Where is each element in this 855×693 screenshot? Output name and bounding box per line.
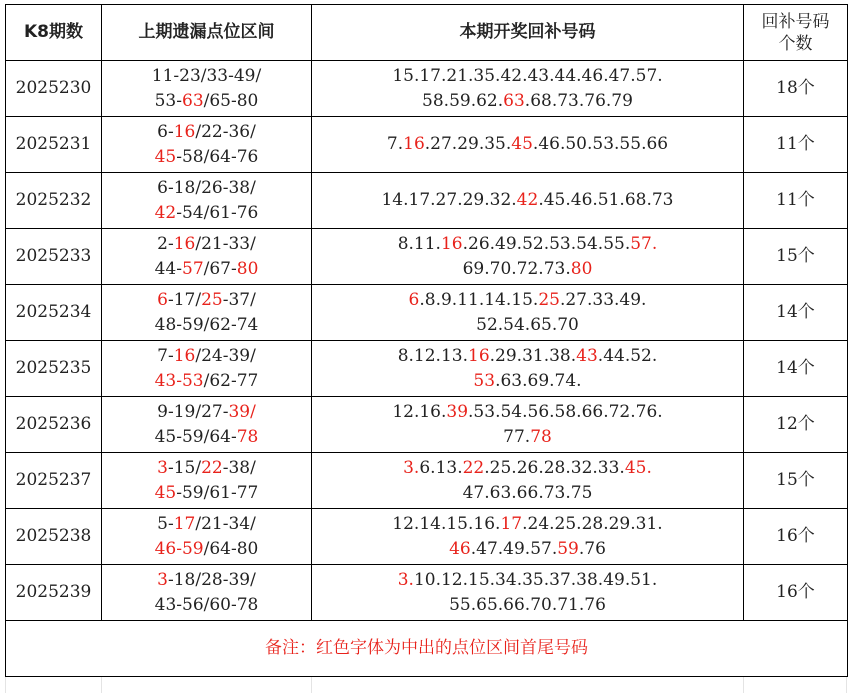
count-cell[interactable]: 18个 <box>744 61 848 117</box>
number-text: .45.46.51.68.73 <box>538 190 674 210</box>
interval-cell[interactable] <box>102 341 312 397</box>
number-text: 8.11. <box>397 233 441 254</box>
interval-line <box>102 593 311 618</box>
number-text: 52.54.65.70 <box>476 314 579 335</box>
number-text: .27.29.35. <box>424 134 512 154</box>
period-cell[interactable]: 2025230 <box>6 61 102 117</box>
interval-line <box>102 232 311 257</box>
number-text: 43-56/60-78 <box>154 594 259 615</box>
grid-line <box>101 677 102 693</box>
highlighted-number: 42 <box>154 202 177 223</box>
highlighted-number: 43 <box>576 345 598 366</box>
lottery-table <box>5 4 848 677</box>
highlighted-number: 43-53 <box>154 370 204 391</box>
highlighted-number: 22 <box>201 457 223 478</box>
table-row <box>6 173 848 229</box>
highlighted-number: 17 <box>500 513 523 534</box>
highlighted-number: 6 <box>157 289 168 310</box>
period-cell[interactable]: 2025233 <box>6 229 102 285</box>
numbers-cell[interactable] <box>312 61 744 117</box>
header-count-line2: 个数 <box>778 33 813 54</box>
number-text: 77. <box>503 426 531 447</box>
highlighted-number: 16 <box>173 121 196 142</box>
table-row <box>6 565 848 621</box>
number-text: .27.33.49. <box>559 289 647 310</box>
header-numbers[interactable]: 本期开奖回补号码 <box>312 5 744 61</box>
numbers-cell[interactable] <box>312 341 744 397</box>
count-cell[interactable]: 16个 <box>744 509 848 565</box>
interval-line <box>102 537 311 562</box>
numbers-line <box>312 512 743 537</box>
count-cell[interactable]: 15个 <box>744 229 848 285</box>
highlighted-number: 45. <box>624 457 652 478</box>
number-text: 45-59/64- <box>154 426 237 447</box>
numbers-line <box>312 232 743 257</box>
highlighted-number: 39/ <box>228 401 256 422</box>
numbers-line <box>312 537 743 562</box>
number-text: 48-59/62-74 <box>154 314 259 335</box>
highlighted-number: 39 <box>446 401 469 422</box>
table-row <box>6 397 848 453</box>
numbers-line <box>312 89 743 114</box>
table-row <box>6 117 848 173</box>
highlighted-number: 45 <box>154 146 177 167</box>
period-cell[interactable]: 2025236 <box>6 397 102 453</box>
numbers-cell[interactable] <box>312 229 744 285</box>
number-text: 6-18/26-38/ <box>157 177 256 198</box>
numbers-line <box>312 369 743 394</box>
interval-line <box>102 400 311 425</box>
period-cell[interactable]: 2025232 <box>6 173 102 229</box>
header-count-line1: 回补号码 <box>761 11 830 32</box>
number-text: /65-80 <box>203 90 259 111</box>
numbers-line <box>312 344 743 369</box>
interval-line <box>102 288 311 313</box>
interval-line <box>102 344 311 369</box>
table-row <box>6 341 848 397</box>
number-text: 15.17.21.35.42.43.44.46.47.57. <box>392 65 663 86</box>
period-cell[interactable]: 2025238 <box>6 509 102 565</box>
header-row <box>6 5 848 61</box>
number-text: /21-33/ <box>195 233 256 254</box>
number-text: 12.16. <box>392 401 447 422</box>
table-row <box>6 285 848 341</box>
highlighted-number: 25 <box>538 289 560 310</box>
numbers-line <box>312 257 743 282</box>
number-text: -17/ <box>167 289 202 310</box>
number-text: .8.9.11.14.15. <box>419 289 539 310</box>
highlighted-number: 3 <box>157 569 168 590</box>
number-text: /64-80 <box>203 538 259 559</box>
numbers-line <box>312 132 743 157</box>
highlighted-number: 17 <box>173 513 196 534</box>
number-text: -18/28-39/ <box>167 569 256 590</box>
numbers-cell[interactable] <box>312 565 744 621</box>
number-text: 6.13. <box>419 457 463 478</box>
number-text: -38/ <box>222 457 256 478</box>
number-text: 7. <box>386 134 404 154</box>
number-text: .47.49.57. <box>470 538 558 559</box>
highlighted-number: 16 <box>468 345 490 366</box>
numbers-line <box>312 425 743 450</box>
highlighted-number: 42 <box>516 190 539 210</box>
count-cell[interactable]: 14个 <box>744 341 848 397</box>
numbers-line <box>312 64 743 89</box>
number-text: .44.52. <box>597 345 658 366</box>
table-row <box>6 453 848 509</box>
numbers-cell[interactable] <box>312 397 744 453</box>
highlighted-number: 53 <box>473 370 496 391</box>
numbers-line <box>312 313 743 338</box>
highlighted-number: 45 <box>154 482 177 503</box>
count-cell[interactable]: 16个 <box>744 565 848 621</box>
period-cell[interactable]: 2025231 <box>6 117 102 173</box>
numbers-cell[interactable] <box>312 509 744 565</box>
highlighted-number: 80 <box>236 258 259 279</box>
number-text: 5- <box>157 513 174 534</box>
highlighted-number: 59 <box>557 538 579 559</box>
numbers-cell[interactable] <box>312 285 744 341</box>
table-body <box>6 61 848 621</box>
number-text: .25.26.28.32.33. <box>484 457 625 478</box>
grid-line <box>5 677 6 693</box>
number-text: -37/ <box>222 289 256 310</box>
interval-cell[interactable] <box>102 117 312 173</box>
highlighted-number: 16 <box>440 233 463 254</box>
highlighted-number: 45 <box>511 134 533 154</box>
number-text: 12.14.15.16. <box>392 513 501 534</box>
number-text: 14.17.27.29.32. <box>381 190 517 210</box>
number-text: /22-36/ <box>195 121 256 142</box>
number-text: 2- <box>157 233 174 254</box>
interval-cell[interactable] <box>102 229 312 285</box>
number-text: 7- <box>157 345 174 366</box>
numbers-line <box>312 188 743 213</box>
interval-line <box>102 176 311 201</box>
number-text: .63.69.74. <box>495 370 582 391</box>
interval-cell[interactable] <box>102 565 312 621</box>
number-text: /67- <box>203 258 237 279</box>
highlighted-number: 16 <box>403 134 425 154</box>
numbers-cell[interactable] <box>312 173 744 229</box>
table-row <box>6 509 848 565</box>
numbers-cell[interactable] <box>312 453 744 509</box>
highlighted-number: 63 <box>503 90 525 111</box>
interval-cell[interactable] <box>102 453 312 509</box>
number-text: 9-19/27- <box>157 401 229 422</box>
interval-cell[interactable] <box>102 509 312 565</box>
header-period[interactable]: K8期数 <box>6 5 102 61</box>
header-count[interactable] <box>744 5 848 61</box>
highlighted-number: 25 <box>201 289 223 310</box>
highlighted-number: 22 <box>462 457 485 478</box>
numbers-line <box>312 456 743 481</box>
interval-line <box>102 568 311 593</box>
table-row <box>6 61 848 117</box>
highlighted-number: 46-59 <box>154 538 204 559</box>
interval-line <box>102 64 311 89</box>
interval-cell[interactable] <box>102 397 312 453</box>
highlighted-number: 3. <box>397 569 414 590</box>
header-interval[interactable]: 上期遗漏点位区间 <box>102 5 312 61</box>
number-text: 11-23/33-49/ <box>151 65 262 86</box>
interval-line <box>102 369 311 394</box>
number-text: 6- <box>157 121 174 142</box>
highlighted-number: 80 <box>570 258 593 279</box>
interval-line <box>102 120 311 145</box>
interval-line <box>102 89 311 114</box>
number-text: 44- <box>154 258 182 279</box>
grid-line <box>311 677 312 693</box>
numbers-line <box>312 568 743 593</box>
number-text: .68.73.76.79 <box>524 90 633 111</box>
interval-line <box>102 481 311 506</box>
interval-line <box>102 201 311 226</box>
numbers-line <box>312 593 743 618</box>
count-cell[interactable]: 14个 <box>744 285 848 341</box>
highlighted-number: 3 <box>157 457 168 478</box>
highlighted-number: 63 <box>182 90 204 111</box>
grid-line <box>846 677 847 693</box>
count-cell[interactable]: 11个 <box>744 173 848 229</box>
interval-line <box>102 512 311 537</box>
interval-cell[interactable] <box>102 285 312 341</box>
period-cell[interactable]: 2025234 <box>6 285 102 341</box>
numbers-cell[interactable] <box>312 117 744 173</box>
highlighted-number: 78 <box>530 426 552 447</box>
highlighted-number: 16 <box>173 345 196 366</box>
number-text: .46.50.53.55.66 <box>532 134 669 154</box>
number-text: 55.65.66.70.71.76 <box>449 594 606 615</box>
period-cell[interactable]: 2025235 <box>6 341 102 397</box>
interval-line <box>102 313 311 338</box>
note-row <box>6 621 848 677</box>
number-text: .26.49.52.53.54.55. <box>462 233 631 254</box>
count-cell[interactable]: 12个 <box>744 397 848 453</box>
note-cell[interactable]: 备注：红色字体为中出的点位区间首尾号码 <box>6 621 848 677</box>
highlighted-number: 16 <box>173 233 196 254</box>
count-cell[interactable]: 15个 <box>744 453 848 509</box>
period-cell[interactable]: 2025237 <box>6 453 102 509</box>
number-text: -54/61-76 <box>176 202 259 223</box>
number-text: 10.12.15.34.35.37.38.49.51. <box>413 569 658 590</box>
interval-line <box>102 456 311 481</box>
number-text: /21-34/ <box>195 513 256 534</box>
number-text: 69.70.72.73. <box>462 258 571 279</box>
numbers-line <box>312 481 743 506</box>
number-text: .29.31.38. <box>489 345 577 366</box>
interval-cell[interactable] <box>102 61 312 117</box>
highlighted-number: 6 <box>408 289 420 310</box>
interval-line <box>102 145 311 170</box>
number-text: 8.12.13. <box>397 345 468 366</box>
table-row <box>6 229 848 285</box>
highlighted-number: 46 <box>449 538 471 559</box>
count-cell[interactable]: 11个 <box>744 117 848 173</box>
number-text: -58/64-76 <box>176 146 259 167</box>
interval-line <box>102 425 311 450</box>
number-text: /24-39/ <box>195 345 256 366</box>
interval-line <box>102 257 311 282</box>
highlighted-number: 57. <box>630 233 658 254</box>
number-text: -15/ <box>167 457 202 478</box>
number-text: .24.25.28.29.31. <box>522 513 663 534</box>
numbers-line <box>312 400 743 425</box>
number-text: 58.59.62. <box>422 90 504 111</box>
number-text: /62-77 <box>203 370 259 391</box>
number-text: .53.54.56.58.66.72.76. <box>468 401 663 422</box>
period-cell[interactable]: 2025239 <box>6 565 102 621</box>
number-text: -59/61-77 <box>176 482 259 503</box>
numbers-line <box>312 288 743 313</box>
number-text: 53- <box>154 90 182 111</box>
highlighted-number: 3. <box>403 457 420 478</box>
interval-cell[interactable] <box>102 173 312 229</box>
highlighted-number: 57 <box>182 258 204 279</box>
number-text: .76 <box>578 538 606 559</box>
number-text: 47.63.66.73.75 <box>462 482 593 503</box>
grid-line <box>743 677 744 693</box>
highlighted-number: 78 <box>236 426 259 447</box>
